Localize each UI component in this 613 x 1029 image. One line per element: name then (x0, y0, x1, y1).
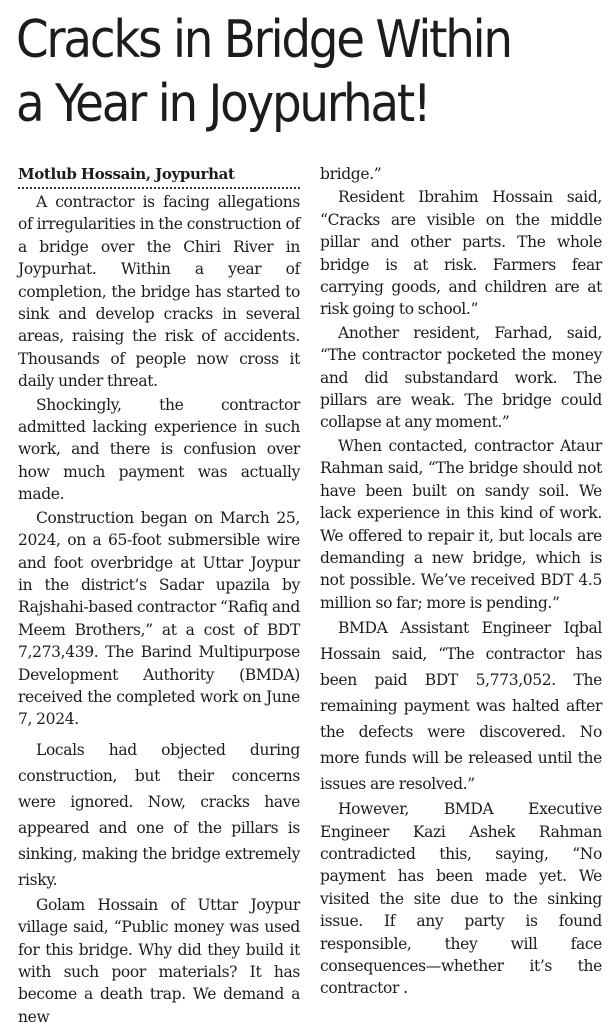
article-paragraph: A contractor is facing allegations of irregularities in the construction of a bridge over the Chiri River in Joypurhat. Within a year of completion, the bridge has started to sink and develop cracks in several areas, raising the risk of accidents. Thousands of people now cross it daily under threat. (18, 193, 300, 391)
article-paragraph: When contacted, contractor Ataur Rahman said, “The bridge should not have been built on sandy soil. We lack experience in this kind of work. We offered to repair it, but locals are demanding a new bridge, which is not possible. We’ve received BDT 4.5 million so far; more is pending.” (320, 436, 602, 612)
article-paragraph-continued: bridge.” (320, 165, 382, 183)
article-paragraph: However, BMDA Executive Engineer Kazi Ashek Rahman contradicted this, saying, “No payment has been made yet. We visited the site due to the sinking issue. If any party is found responsible, they will face consequences—whether it’s the contractor . (320, 800, 602, 998)
article-paragraph: Shockingly, the contractor admitted lacking experience in such work, and there is confusion over how much payment was actually made. (18, 395, 300, 504)
article-paragraph: Another resident, Farhad, said, “The contractor pocketed the money and did substandard work. The pillars are weak. The bridge could collapse at any moment.” (320, 323, 602, 432)
article-paragraph: Resident Ibrahim Hossain said, “Cracks are visible on the middle pillar and other parts. The whole bridge is at risk. Farmers fear carrying goods, and children are at risk going to school.” (320, 188, 602, 319)
article-paragraph: Locals had objected during construction, but their concerns were ignored. Now, cracks have appeared and one of the pillars is sinking, making the bridge extremely risky. (18, 740, 300, 889)
article-paragraph: Construction began on March 25, 2024, on a 65-foot submersible wire and foot overbridge at Uttar Joypur in the district’s Sadar upazila by Rajshahi-based contractor “Rafiq and Meem Brothers,” at a cost of BDT 7,273,439. The Barind Multipurpose Development Authority (BMDA) received the completed work on June 7, 2024. (18, 508, 300, 729)
article-paragraph: BMDA Assistant Engineer Iqbal Hossain said, “The contractor has been paid BDT 5,773,052. The remaining payment was halted after the defects were discovered. No more funds will be released until the issues are resolved.” (320, 619, 602, 794)
headline-line-2: a Year in Joypurhat! (16, 74, 430, 134)
article-column-right (320, 163, 602, 1001)
headline-line-1: Cracks in Bridge Within (16, 10, 511, 70)
article-paragraph: Golam Hossain of Uttar Joypur village said, “Public money was used for this bridge. Why did they build it with such poor materials? It has become a death trap. We demand a new (18, 895, 300, 1026)
article-column-left (18, 164, 300, 1029)
byline: Motlub Hossain, Joypurhat (18, 164, 300, 189)
headline (16, 8, 547, 136)
